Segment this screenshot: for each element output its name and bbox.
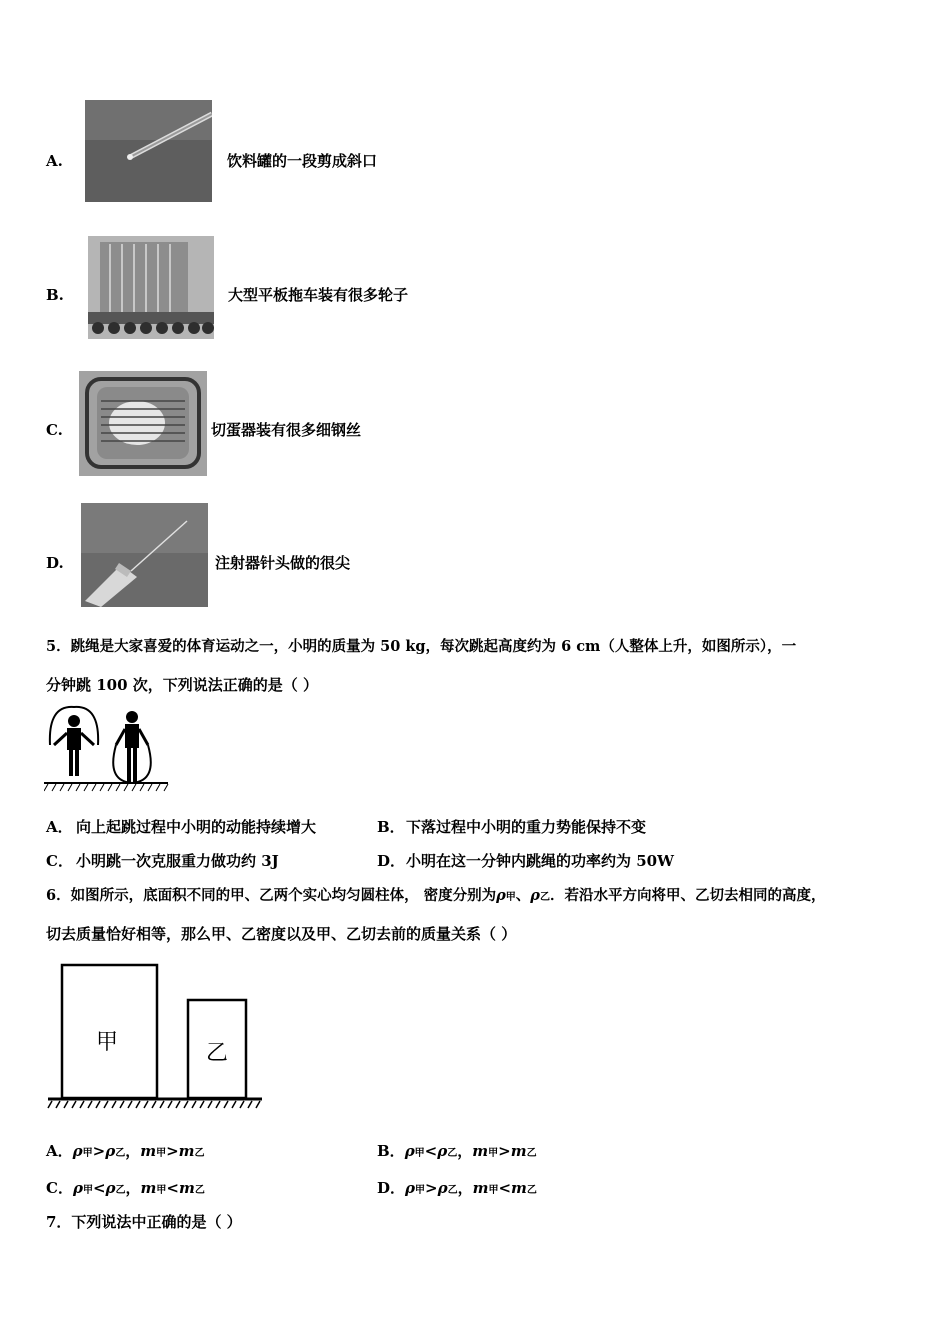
mass-symbol: m <box>472 1142 489 1160</box>
comma: ， <box>125 1142 141 1160</box>
mass-symbol: m <box>178 1142 195 1160</box>
subscript-yi: 乙 <box>115 1148 126 1159</box>
rho-symbol: ρ <box>405 1179 415 1197</box>
option-label: A． <box>46 818 73 836</box>
subscript-jia: 甲 <box>415 1185 425 1196</box>
egg-slicer-photo <box>79 371 207 476</box>
subscript-jia: 甲 <box>488 1148 499 1159</box>
mass-symbol: m <box>140 1179 157 1197</box>
subscript-jia: 甲 <box>156 1148 167 1159</box>
subscript-jia: 甲 <box>505 892 516 903</box>
option-label: C. <box>46 421 63 439</box>
subscript-yi: 乙 <box>447 1148 458 1159</box>
rho-symbol: ρ <box>496 887 506 904</box>
option-label: A． <box>46 1142 73 1160</box>
q6-option-a <box>46 1141 205 1164</box>
option-label: D. <box>46 554 64 572</box>
rho-symbol: ρ <box>105 1142 116 1160</box>
rho-symbol: ρ <box>437 1179 448 1197</box>
mass-symbol: m <box>472 1179 489 1197</box>
cylinders-figure <box>46 962 266 1112</box>
mass-symbol: m <box>140 1142 157 1160</box>
subscript-yi: 乙 <box>194 1148 205 1159</box>
subscript-jia: 甲 <box>414 1148 425 1159</box>
q6-option-c <box>46 1178 205 1201</box>
option-text: 向上起跳过程中小明的动能持续增大 <box>76 818 317 836</box>
relation: < <box>498 1179 512 1197</box>
option-text: 大型平板拖车装有很多轮子 <box>228 286 409 304</box>
question-stem-line2: 分钟跳 100 次，下列说法正确的是（ ） <box>46 676 318 694</box>
comma: ， <box>457 1142 473 1160</box>
relation: > <box>166 1142 179 1160</box>
relation: > <box>498 1142 511 1160</box>
rho-symbol: ρ <box>404 1142 415 1160</box>
relation: < <box>166 1179 179 1197</box>
option-text: 饮料罐的一段剪成斜口 <box>227 152 378 170</box>
separator: 、 <box>515 887 531 904</box>
stem-part1: 6．如图所示，底面积不同的甲、乙两个实心均匀圆柱体， 密度分别为 <box>46 887 497 904</box>
option-label: D． <box>377 852 406 870</box>
trailer-photo <box>88 236 214 339</box>
option-label: B． <box>377 818 405 836</box>
option-text: 注射器针头做的很尖 <box>215 554 351 572</box>
subscript-jia: 甲 <box>82 1185 93 1196</box>
comma: ， <box>457 1179 473 1197</box>
jump-rope-figure <box>44 705 174 793</box>
subscript-jia: 甲 <box>488 1185 499 1196</box>
comma: ， <box>125 1179 141 1197</box>
subscript-yi: 乙 <box>539 892 550 903</box>
subscript-yi: 乙 <box>526 1148 537 1159</box>
cylinder-jia-label: 甲 <box>96 1030 119 1055</box>
can-cut-photo <box>85 100 212 202</box>
mass-symbol: m <box>178 1179 195 1197</box>
option-label: B. <box>46 286 64 304</box>
q6-option-d <box>377 1178 537 1201</box>
option-text: 小明跳一次克服重力做功约 3J <box>76 852 279 870</box>
option-label: B． <box>377 1142 405 1160</box>
question-stem-line1 <box>46 886 825 908</box>
option-text: 小明在这一分钟内跳绳的功率约为 50W <box>406 852 674 870</box>
question-stem-line1: 5．跳绳是大家喜爱的体育运动之一，小明的质量为 50 kg，每次跳起高度约为 6 cm（人整体上升，如图所示），一 <box>46 638 797 655</box>
subscript-yi: 乙 <box>115 1185 126 1196</box>
subscript-yi: 乙 <box>526 1185 537 1196</box>
cylinder-yi-label: 乙 <box>206 1041 229 1066</box>
rho-symbol: ρ <box>437 1142 448 1160</box>
syringe-photo <box>81 503 208 607</box>
relation: < <box>424 1142 438 1160</box>
stem-part2: ．若沿水平方向将甲、乙切去相同的高度， <box>549 887 826 904</box>
subscript-yi: 乙 <box>447 1185 458 1196</box>
option-label: C． <box>46 852 73 870</box>
mass-symbol: m <box>511 1179 527 1197</box>
question-7-stem: 7．下列说法中正确的是（ ） <box>46 1213 242 1231</box>
subscript-jia: 甲 <box>82 1148 93 1159</box>
option-text: 切蛋器装有很多细钢丝 <box>211 421 362 439</box>
question-stem-line2: 切去质量恰好相等，那么甲、乙密度以及甲、乙切去前的质量关系（ ） <box>46 925 517 943</box>
rho-symbol: ρ <box>72 1179 83 1197</box>
option-label: A. <box>46 152 63 170</box>
subscript-yi: 乙 <box>194 1185 205 1196</box>
rho-symbol: ρ <box>530 887 540 904</box>
q6-option-b <box>377 1141 537 1164</box>
mass-symbol: m <box>510 1142 527 1160</box>
rho-symbol: ρ <box>105 1179 116 1197</box>
option-label: C． <box>46 1179 73 1197</box>
relation: > <box>92 1142 106 1160</box>
option-text: 下落过程中小明的重力势能保持不变 <box>406 818 647 836</box>
relation: < <box>92 1179 106 1197</box>
relation: > <box>425 1179 438 1197</box>
subscript-jia: 甲 <box>156 1185 167 1196</box>
option-label: D． <box>377 1179 406 1197</box>
rho-symbol: ρ <box>72 1142 83 1160</box>
